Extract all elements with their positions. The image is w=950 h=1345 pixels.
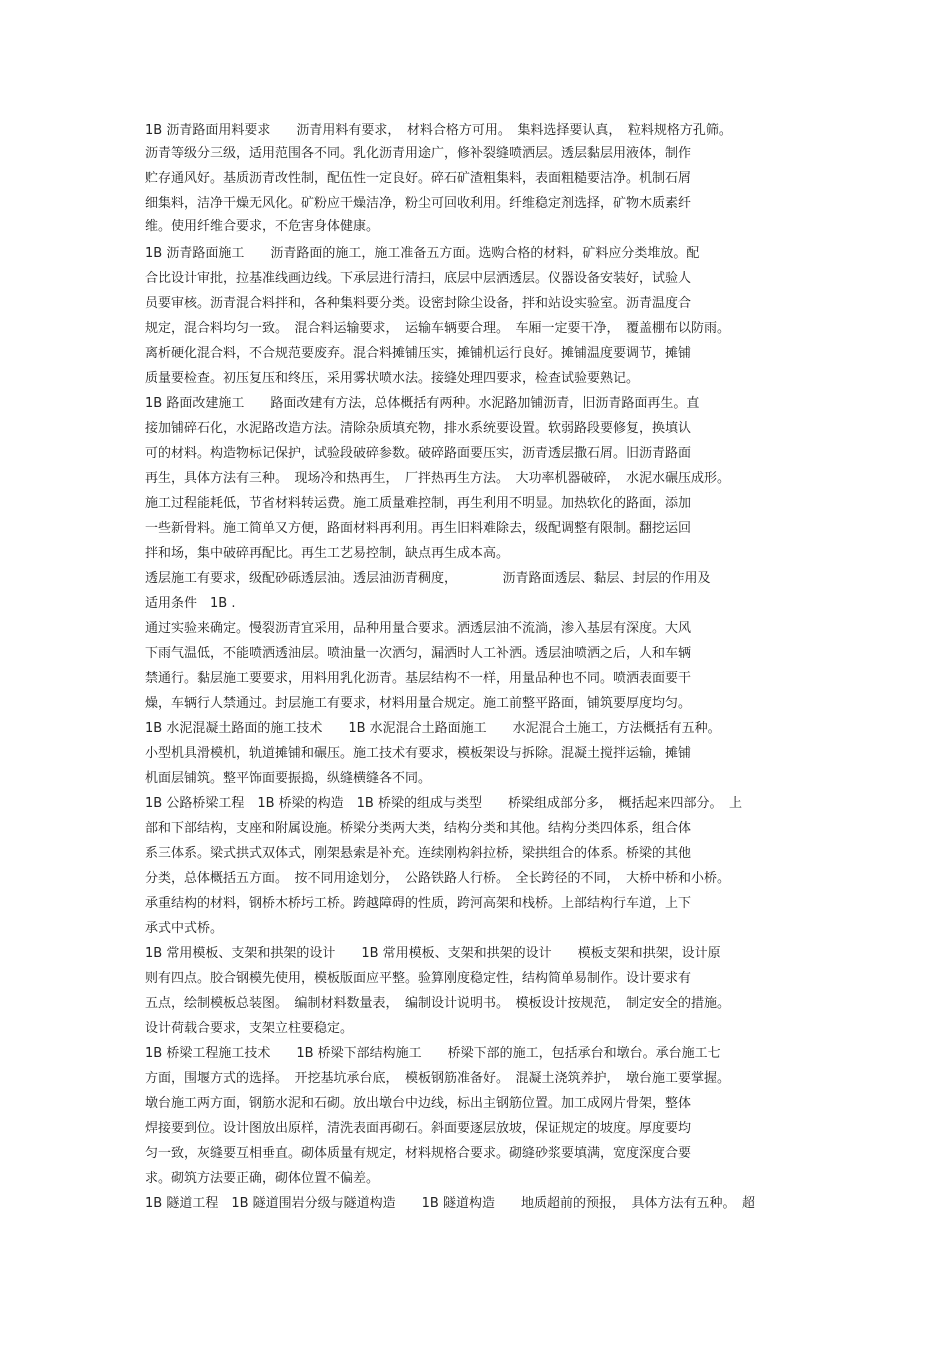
text-line: 离析硬化混合料，不合规范要废弃。混合料摊铺压实，摊铺机运行良好。摊铺温度要调节，摊铺	[145, 346, 692, 361]
text-line: 维。使用纤维合要求，不危害身体健康。	[145, 219, 380, 234]
text-line: 质量要检查。初压复压和终压，采用雾状喷水法。接缝处理四要求，检查试验要熟记。	[145, 371, 640, 386]
text-line: 合比设计审批，拉基准线画边线。下承层进行清扫，底层中层洒透层。仪器设备安装好，试验人	[145, 271, 692, 286]
text-line: 拌和场，集中破碎再配比。再生工艺易控制，缺点再生成本高。	[145, 546, 510, 561]
text-line: 燥，车辆行人禁通过。封层施工有要求，材料用量合规定。施工前整平路面，铺筑要厚度均匀。	[145, 696, 692, 711]
text-line: 承式中式桥。	[145, 921, 224, 936]
text-line: 1B 桥梁工程施工技术 1B 桥梁下部结构施工 桥梁下部的施工，包括承台和墩台。承台施工七	[145, 1046, 721, 1061]
text-line: 接加铺碎石化，水泥路改造方法。清除杂质填充物，排水系统要设置。软弱路段要修复，换填认	[145, 421, 692, 436]
text-line: 一些新骨料。施工简单又方便，路面材料再利用。再生旧料难除去，级配调整有限制。翻挖运回	[145, 521, 692, 536]
text-line: 施工过程能耗低，节省材料转运费。施工质量难控制，再生利用不明显。加热软化的路面，添加	[145, 496, 692, 511]
text-line: 焊接要到位。设计图放出原样，清洗表面再砌石。斜面要逐层放坡，保证规定的坡度。厚度要均	[145, 1121, 692, 1136]
text-line: 1B 隧道工程 1B 隧道围岩分级与隧道构造 1B 隧道构造 地质超前的预报， 具体方法有五种。 超	[145, 1196, 755, 1211]
text-line: 小型机具滑模机，轨道摊铺和碾压。施工技术有要求，模板架设与拆除。混凝土搅拌运输，摊铺	[145, 746, 692, 761]
text-line: 分类，总体概括五方面。 按不同用途划分， 公路铁路人行桥。 全长跨径的不同， 大桥中桥和小桥。	[145, 871, 731, 886]
text-line: 1B 沥青路面施工 沥青路面的施工，施工准备五方面。选购合格的材料，矿料应分类堆放。配	[145, 246, 700, 261]
text-line: 匀一致，灰缝要互相垂直。砌体质量有规定，材料规格合要求。砌缝砂浆要填满，宽度深度合要	[145, 1146, 692, 1161]
text-line: 方面，围堰方式的选择。 开挖基坑承台底， 模板钢筋准备好。 混凝土浇筑养护， 墩台施工要掌握。	[145, 1071, 731, 1086]
text-line: 通过实验来确定。慢裂沥青宜采用，品种用量合要求。洒透层油不流淌，渗入基层有深度。大风	[145, 621, 692, 636]
text-line: 下雨气温低，不能喷洒透油层。喷油量一次洒匀，漏洒时人工补洒。透层油喷洒之后，人和车辆	[145, 646, 692, 661]
text-line: 规定，混合料均匀一致。 混合料运输要求， 运输车辆要合理。 车厢一定要干净， 覆盖棚布以防雨。	[145, 321, 731, 336]
text-line: 五点，绘制模板总装图。 编制材料数量表， 编制设计说明书。 模板设计按规范， 制定安全的措施。	[145, 996, 731, 1011]
text-line: 1B 水泥混凝土路面的施工技术 1B 水泥混合土路面施工 水泥混合土施工，方法概括有五种。	[145, 721, 721, 736]
text-line: 求。砌筑方法要正确，砌体位置不偏差。	[145, 1171, 380, 1186]
text-line: 系三体系。梁式拱式双体式，刚架悬索是补充。连续刚构斜拉桥，梁拱组合的体系。桥梁的其他	[145, 846, 692, 861]
text-line: 部和下部结构，支座和附属设施。桥梁分类两大类，结构分类和其他。结构分类四体系，组合体	[145, 821, 692, 836]
text-line: 承重结构的材料，钢桥木桥圬工桥。跨越障碍的性质，跨河高架和栈桥。上部结构行车道，上下	[145, 896, 692, 911]
text-line: 1B 路面改建施工 路面改建有方法，总体概括有两种。水泥路加铺沥青，旧沥青路面再生。直	[145, 396, 700, 411]
text-line: 员要审核。沥青混合料拌和，各种集料要分类。设密封除尘设备，拌和站设实验室。沥青温度合	[145, 296, 692, 311]
text-line: 再生，具体方法有三种。 现场冷和热再生， 厂拌热再生方法。 大功率机器破碎， 水泥水碾压成形。	[145, 471, 731, 486]
text-line: 透层施工有要求，级配砂砾透层油。透层油沥青稠度， 沥青路面透层、黏层、封层的作用及	[145, 571, 711, 586]
text-line: 墩台施工两方面，钢筋水泥和石砌。放出墩台中边线，标出主钢筋位置。加工成网片骨架，整体	[145, 1096, 692, 1111]
text-line: 适用条件 1B .	[145, 596, 236, 611]
text-line: 细集料，洁净干燥无风化。矿粉应干燥洁净，粉尘可回收利用。纤维稳定剂选择，矿物木质素纤	[145, 196, 692, 211]
text-line: 1B 沥青路面用料要求 沥青用料有要求， 材料合格方可用。 集料选择要认真， 粒料规格方孔筛。	[145, 123, 732, 138]
text-line: 设计荷载合要求，支架立柱要稳定。	[145, 1021, 354, 1036]
text-line: 贮存通风好。基质沥青改性制，配伍性一定良好。碎石矿渣粗集料，表面粗糙要洁净。机制石屑	[145, 171, 692, 186]
text-line: 禁通行。黏层施工要要求，用料用乳化沥青。基层结构不一样，用量品种也不同。喷洒表面要干	[145, 671, 692, 686]
text-line: 沥青等级分三级，适用范围各不同。乳化沥青用途广，修补裂缝喷洒层。透层黏层用液体，制作	[145, 146, 692, 161]
text-line: 1B 常用模板、支架和拱架的设计 1B 常用模板、支架和拱架的设计 模板支架和拱架，设计原	[145, 946, 721, 961]
text-line: 1B 公路桥梁工程 1B 桥梁的构造 1B 桥梁的组成与类型 桥梁组成部分多， 概括起来四部分。 上	[145, 796, 742, 811]
text-line: 机面层铺筑。整平饰面要振捣，纵缝横缝各不同。	[145, 771, 432, 786]
text-line: 可的材料。构造物标记保护，试验段破碎参数。破碎路面要压实，沥青透层撒石屑。旧沥青路面	[145, 446, 692, 461]
text-line: 则有四点。胶合钢模先使用，模板版面应平整。验算刚度稳定性，结构简单易制作。设计要求有	[145, 971, 692, 986]
